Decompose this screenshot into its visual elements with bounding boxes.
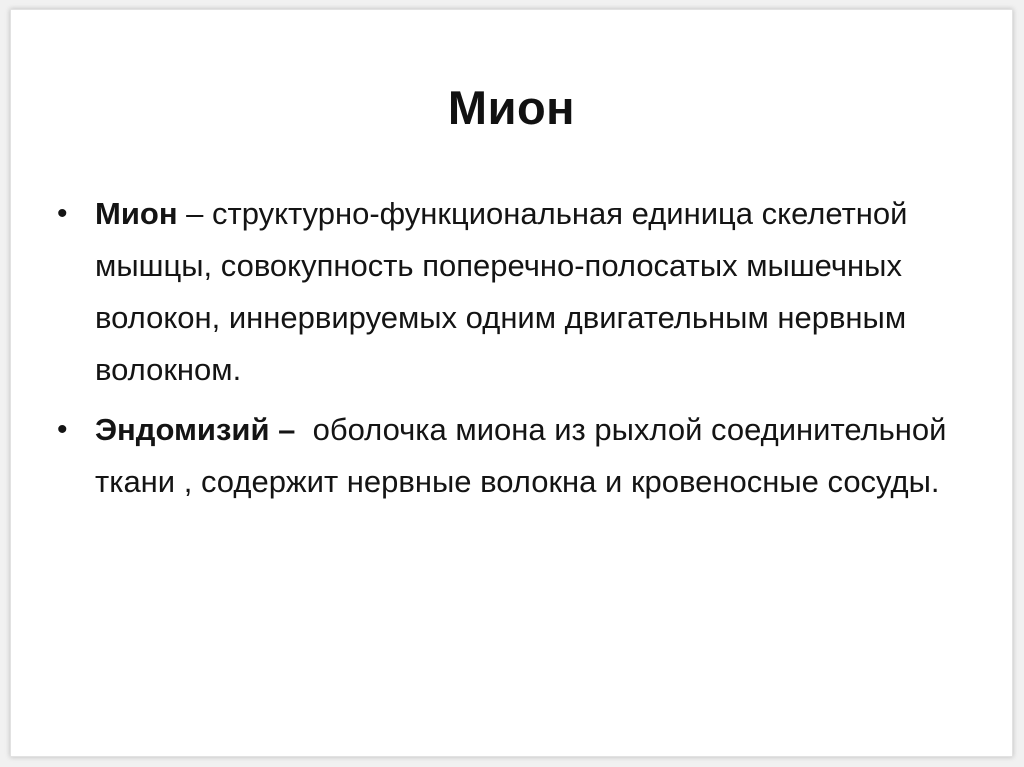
bullet-item-endomysium xyxy=(57,404,977,508)
bullet-term: Эндомизий – xyxy=(95,412,296,447)
bullet-point-icon: • xyxy=(57,197,68,230)
bullet-text: оболочка миона из рыхлой соединительной ткани , содержит нервные волокна и кровеносные сосуды. xyxy=(95,412,956,499)
bullet-item-mion xyxy=(57,188,977,396)
bullet-list xyxy=(57,188,977,516)
slide-title: Мион xyxy=(447,81,576,134)
bullet-point-icon: • xyxy=(57,413,68,446)
slide xyxy=(10,9,1013,757)
bullet-text: – структурно-функциональная единица скелетной мышцы, совокупность поперечно-полосатых мышечных волокон, иннервируемых одним двигательным нервным волокном. xyxy=(95,196,908,387)
bullet-term: Мион xyxy=(95,196,178,231)
